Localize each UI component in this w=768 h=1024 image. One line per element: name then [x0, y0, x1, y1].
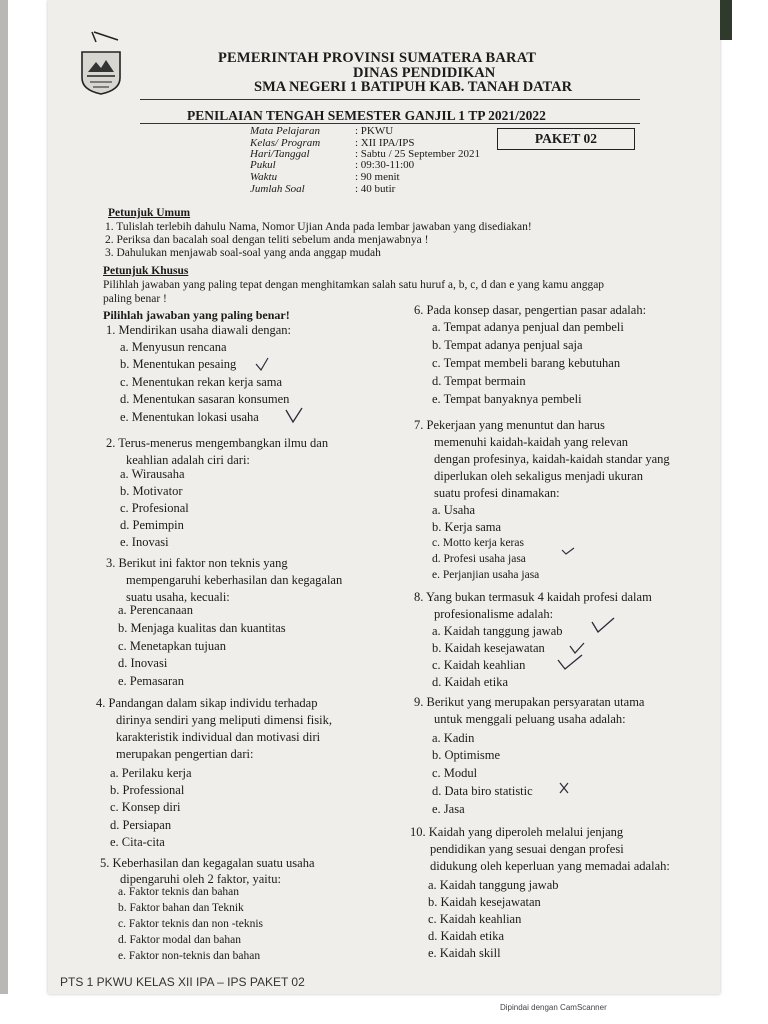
answer-option: c. Konsep diri: [110, 800, 181, 814]
question-text: dipengaruhi oleh 2 faktor, yaitu:: [120, 872, 281, 886]
pen-check-icon: [254, 356, 270, 372]
answer-option: d. Kaidah etika: [428, 929, 505, 943]
question-text: mempengaruhi keberhasilan dan kegagalan: [126, 573, 343, 587]
answer-option: d. Pemimpin: [120, 518, 184, 532]
answer-option: d. Inovasi: [118, 656, 168, 670]
answer-option: b. Faktor bahan dan Teknik: [118, 902, 244, 914]
answer-option: a. Kaidah tanggung jawab: [428, 878, 559, 892]
petunjuk-umum-title: Petunjuk Umum: [108, 207, 191, 219]
petunjuk-khusus-line2: paling benar !: [103, 293, 167, 305]
answer-option: a. Kadin: [432, 731, 475, 745]
pen-check-icon: [284, 404, 304, 424]
answer-option: a. Tempat adanya penjual dan pembeli: [432, 320, 624, 334]
answer-option: d. Persiapan: [110, 818, 172, 832]
pen-check-icon: [560, 546, 576, 556]
answer-option: e. Kaidah skill: [428, 946, 501, 960]
answer-option: a. Menyusun rencana: [120, 340, 227, 354]
meta-value: : Sabtu / 25 September 2021: [355, 148, 480, 160]
meta-value: : PKWU: [355, 125, 394, 137]
question-text: memenuhi kaidah-kaidah yang relevan: [434, 435, 629, 449]
answer-option: d. Data biro statistic: [432, 784, 533, 798]
petunjuk-umum-item: 3. Dahulukan menjawab soal-soal yang anda anggap mudah: [105, 247, 381, 259]
answer-option: a. Usaha: [432, 503, 476, 517]
petunjuk-khusus-title: Petunjuk Khusus: [103, 265, 189, 277]
question-text: 8. Yang bukan termasuk 4 kaidah profesi dalam: [414, 590, 652, 604]
answer-option: c. Kaidah keahlian: [428, 912, 522, 926]
title-rule: [140, 123, 640, 124]
answer-option: c. Modul: [432, 766, 478, 780]
question-text: 3. Berikut ini faktor non teknis yang: [106, 556, 288, 570]
question-text: 4. Pandangan dalam sikap individu terhadap: [96, 696, 318, 710]
instruction: Pilihlah jawaban yang paling benar!: [103, 308, 290, 322]
answer-option: d. Kaidah etika: [432, 675, 509, 689]
question-text: suatu profesi dinamakan:: [434, 486, 560, 500]
answer-option: c. Motto kerja keras: [432, 537, 524, 549]
answer-option: b. Motivator: [120, 484, 183, 498]
petunjuk-umum-item: 1. Tulislah terlebih dahulu Nama, Nomor Ujian Anda pada lembar jawaban yang disediakan!: [105, 221, 532, 233]
scan-edge-left: [0, 0, 8, 994]
page-footer: PTS 1 PKWU KELAS XII IPA – IPS PAKET 02: [60, 975, 305, 989]
answer-option: a. Perilaku kerja: [110, 766, 192, 780]
question-text: diperlukan oleh sekaligus menjadi ukuran: [434, 469, 643, 483]
header-line-1: PEMERINTAH PROVINSI SUMATERA BARAT: [218, 50, 537, 66]
answer-option: a. Wirausaha: [120, 467, 185, 481]
answer-option: b. Optimisme: [432, 748, 501, 762]
answer-option: e. Faktor non-teknis dan bahan: [118, 950, 261, 962]
petunjuk-umum-item: 2. Periksa dan bacalah soal dengan teliti sebelum anda menjawabnya !: [105, 234, 429, 246]
question-text: profesionalisme adalah:: [434, 607, 554, 621]
meta-value: : 90 menit: [355, 171, 400, 183]
meta-label: Hari/Tanggal: [250, 148, 310, 160]
school-logo-icon: [78, 48, 124, 96]
answer-option: c. Faktor teknis dan non -teknis: [118, 918, 264, 930]
question-text: dengan profesinya, kaidah-kaidah standar yang: [434, 452, 670, 466]
answer-option: c. Kaidah keahlian: [432, 658, 526, 672]
answer-option: d. Menentukan sasaran konsumen: [120, 392, 290, 406]
answer-option: e. Tempat banyaknya pembeli: [432, 392, 582, 406]
question-text: 5. Keberhasilan dan kegagalan suatu usaha: [100, 856, 315, 870]
pen-cross-icon: [558, 781, 570, 795]
answer-option: b. Menentukan pesaing: [120, 357, 237, 371]
pen-scribble-icon: [88, 26, 124, 48]
petunjuk-khusus-line1: Pilihlah jawaban yang paling tepat dengan menghitamkan salah satu huruf a, b, c, d dan e yang kamu anggap: [103, 279, 605, 291]
pen-check-icon: [590, 616, 616, 636]
answer-option: c. Profesional: [120, 501, 189, 515]
question-text: 1. Mendirikan usaha diawali dengan:: [106, 323, 292, 337]
answer-option: d. Tempat bermain: [432, 374, 526, 388]
meta-value: : XII IPA/IPS: [355, 137, 415, 149]
scanner-credit: Dipindai dengan CamScanner: [500, 1003, 607, 1012]
meta-label: Waktu: [250, 171, 278, 183]
meta-label: Mata Pelajaran: [250, 125, 320, 137]
question-text: karakteristik individual dan motivasi diri: [116, 730, 321, 744]
answer-option: b. Tempat adanya penjual saja: [432, 338, 583, 352]
question-text: 10. Kaidah yang diperoleh melalui jenjang: [410, 825, 624, 839]
pen-check-icon: [556, 652, 584, 672]
question-text: 2. Terus-menerus mengembangkan ilmu dan: [106, 436, 329, 450]
header-line-3: SMA NEGERI 1 BATIPUH KAB. TANAH DATAR: [254, 79, 573, 95]
answer-option: c. Tempat membeli barang kebutuhan: [432, 356, 621, 370]
answer-option: a. Kaidah tanggung jawab: [432, 624, 563, 638]
question-text: didukung oleh keperluan yang memadai adalah:: [430, 859, 670, 873]
paket-box: PAKET 02: [497, 128, 635, 150]
scan-edge-right: [720, 0, 732, 40]
question-text: pendidikan yang sesuai dengan profesi: [430, 842, 624, 856]
answer-option: d. Faktor modal dan bahan: [118, 934, 241, 946]
meta-label: Pukul: [250, 159, 276, 171]
question-text: 6. Pada konsep dasar, pengertian pasar adalah:: [414, 303, 647, 317]
question-text: 7. Pekerjaan yang menuntut dan harus: [414, 418, 605, 432]
answer-option: a. Faktor teknis dan bahan: [118, 886, 240, 898]
answer-option: b. Menjaga kualitas dan kuantitas: [118, 621, 286, 635]
answer-option: b. Kerja sama: [432, 520, 502, 534]
answer-option: b. Kaidah kesejawatan: [432, 641, 545, 655]
header-rule: [140, 99, 640, 100]
answer-option: e. Cita-cita: [110, 835, 165, 849]
answer-option: b. Professional: [110, 783, 185, 797]
answer-option: e. Inovasi: [120, 535, 169, 549]
answer-option: e. Perjanjian usaha jasa: [432, 569, 540, 581]
answer-option: e. Menentukan lokasi usaha: [120, 410, 259, 424]
answer-option: a. Perencanaan: [118, 603, 193, 617]
meta-label: Kelas/ Program: [250, 137, 321, 149]
answer-option: e. Pemasaran: [118, 674, 184, 688]
meta-value: : 09:30-11:00: [355, 159, 415, 171]
answer-option: c. Menentukan rekan kerja sama: [120, 375, 283, 389]
answer-option: b. Kaidah kesejawatan: [428, 895, 541, 909]
question-text: untuk menggali peluang usaha adalah:: [434, 712, 626, 726]
answer-option: e. Jasa: [432, 802, 465, 816]
exam-title: PENILAIAN TENGAH SEMESTER GANJIL 1 TP 2021/2022: [187, 108, 546, 123]
answer-option: d. Profesi usaha jasa: [432, 553, 526, 565]
question-text: dirinya sendiri yang meliputi dimensi fisik,: [116, 713, 332, 727]
answer-option: c. Menetapkan tujuan: [118, 639, 226, 653]
question-text: merupakan pengertian dari:: [116, 747, 254, 761]
question-text: keahlian adalah ciri dari:: [126, 453, 250, 467]
meta-label: Jumlah Soal: [250, 183, 305, 195]
question-text: 9. Berikut yang merupakan persyaratan utama: [414, 695, 645, 709]
meta-value: : 40 butir: [355, 183, 396, 195]
header-line-2: DINAS PENDIDIKAN: [353, 65, 496, 81]
question-text: suatu usaha, kecuali:: [126, 590, 230, 604]
